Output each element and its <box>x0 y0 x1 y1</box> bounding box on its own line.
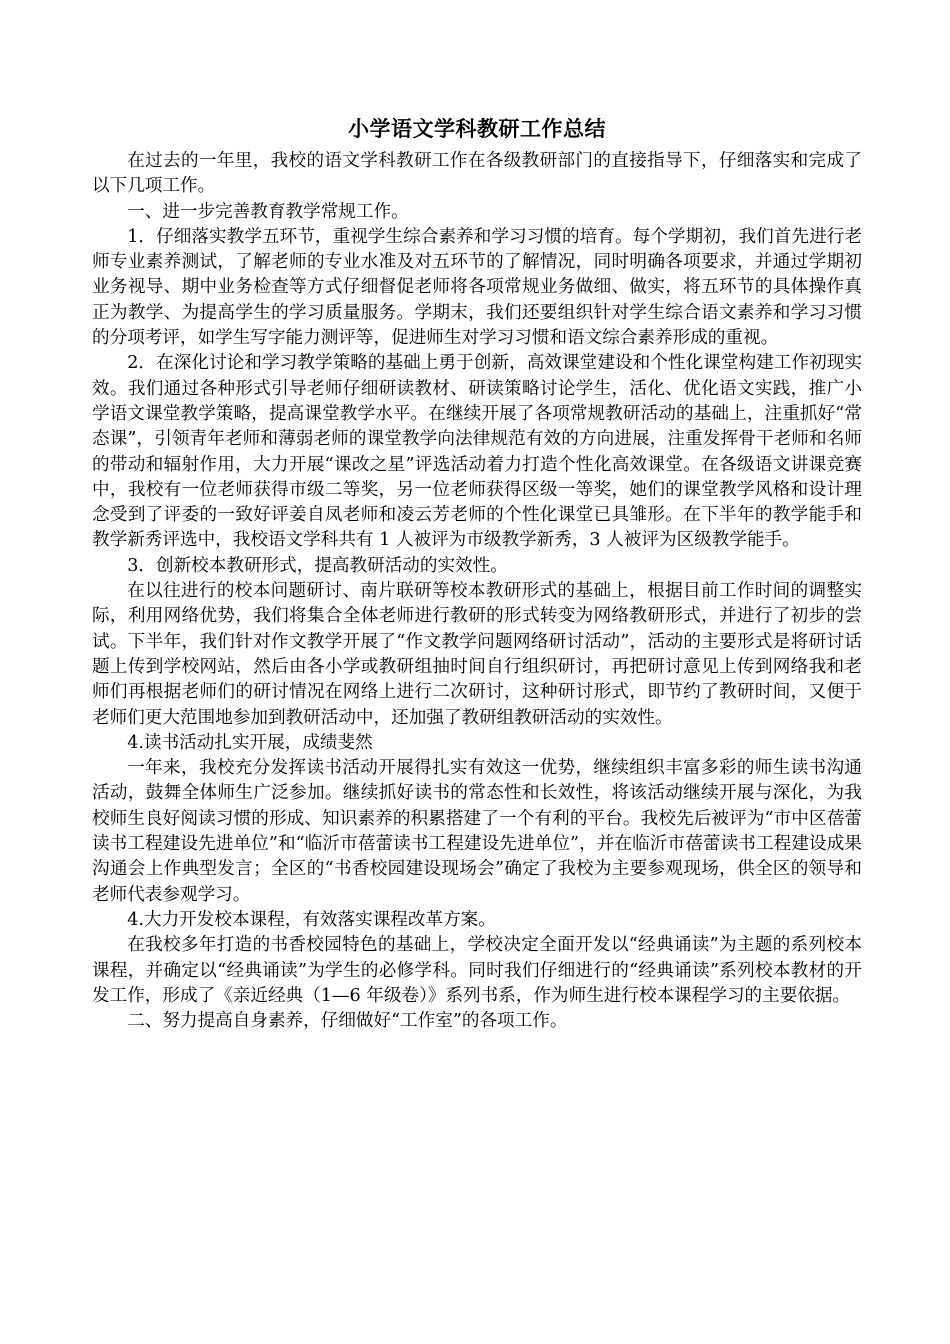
paragraph-item-4-curriculum: 在我校多年打造的书香校园特色的基础上，学校决定全面开发以“经典诵读”为主题的系列校本课程，并确定以“经典诵读”为学生的必修学科。同时我们仔细进行的“经典诵读”系列校本教材的开发工作，形成了《亲近经典（1—6 年级卷）》系列书系，作为师生进行校本课程学习的主要依据。 <box>92 935 862 1006</box>
document-title: 小学语文学科教研工作总结 <box>348 117 606 141</box>
subheading-item-4-curriculum: 4.大力开发校本课程，有效落实课程改革方案。 <box>127 909 496 930</box>
paragraph-item-4-reading: 一年来，我校充分发挥读书活动开展得扎实有效这一优势，继续组织丰富多彩的师生读书沟通活动，鼓舞全体师生广泛参加。继续抓好读书的常态性和长效性，将该活动继续开展与深化，为我校师生良好阅读习惯的形成、知识素养的积累搭建了一个有利的平台。我校先后被评为“市中区蓓蕾读书工程建设先进单位”和“临沂市蓓蕾读书工程建设先进单位”，并在临沂市蓓蕾读书工程建设成果沟通会上作典型发言；全区的“书香校园建设现场会”确定了我校为主要参观现场，供全区的领导和老师代表参观学习。 <box>92 758 862 905</box>
section-heading-2: 二、努力提高自身素养，仔细做好“工作室”的各项工作。 <box>127 1011 568 1032</box>
paragraph-item-3: 在以往进行的校本问题研讨、南片联研等校本教研形式的基础上，根据目前工作时间的调整实际，利用网络优势，我们将集合全体老师进行教研的形式转变为网络教研形式，并进行了初步的尝试。下半年，我们针对作文教学开展了“作文教学问题网络研讨活动”，活动的主要形式是将研讨话题上传到学校网站，然后由各小学或教研组抽时间自行组织研讨，再把研讨意见上传到网络我和老师们再根据老师们的研讨情况在网络上进行二次研讨，这种研讨形式，即节约了教研时间，又便于老师们更大范围地参加到教研活动中，还加强了教研组教研活动的实效性。 <box>92 581 862 728</box>
document-page <box>92 113 862 1034</box>
section-heading-1: 一、进一步完善教育教学常规工作。 <box>127 201 409 222</box>
subheading-item-3: 3．创新校本教研形式，提高教研活动的实效性。 <box>127 555 508 576</box>
subheading-item-4-reading: 4.读书活动扎实开展，成绩斐然 <box>127 732 373 753</box>
paragraph-item-2: 2．在深化讨论和学习教学策略的基础上勇于创新，高效课堂建设和个性化课堂构建工作初现实效。我们通过各种形式引导老师仔细研读教材、研读策略讨论学生，活化、优化语文实践，推广小学语文课堂教学策略，提高课堂教学水平。在继续开展了各项常规教研活动的基础上，注重抓好“常态课”，引领青年老师和薄弱老师的课堂教学向法律规范有效的方向进展，注重发挥骨干老师和名师的带动和辐射作用，大力开展“课改之星”评选活动着力打造个性化高效课堂。在各级语文讲课竞赛中，我校有一位老师获得市级二等奖，另一位老师获得区级一等奖，她们的课堂教学风格和设计理念受到了评委的一致好评姜自凤老师和凌云芳老师的个性化课堂已具雏形。在下半年的教学能手和教学新秀评选中，我校语文学科共有 1 人被评为市级教学新秀，3 人被评为区级教学能手。 <box>92 353 862 551</box>
paragraph-item-1: 1．仔细落实教学五环节，重视学生综合素养和学习习惯的培育。每个学期初，我们首先进行老师专业素养测试，了解老师的专业水准及对五环节的了解情况，同时明确各项要求，并通过学期初业务视导、期中业务检查等方式仔细督促老师将各项常规业务做细、做实，将五环节的具体操作真正为教学、为提高学生的学习质量服务。学期末，我们还要组织针对学生综合语文素养和学习习惯的分项考评，如学生写字能力测评等，促进师生对学习习惯和语文综合素养形成的重视。 <box>92 226 862 349</box>
paragraph-intro: 在过去的一年里，我校的语文学科教研工作在各级教研部门的直接指导下，仔细落实和完成了以下几项工作。 <box>92 151 862 197</box>
